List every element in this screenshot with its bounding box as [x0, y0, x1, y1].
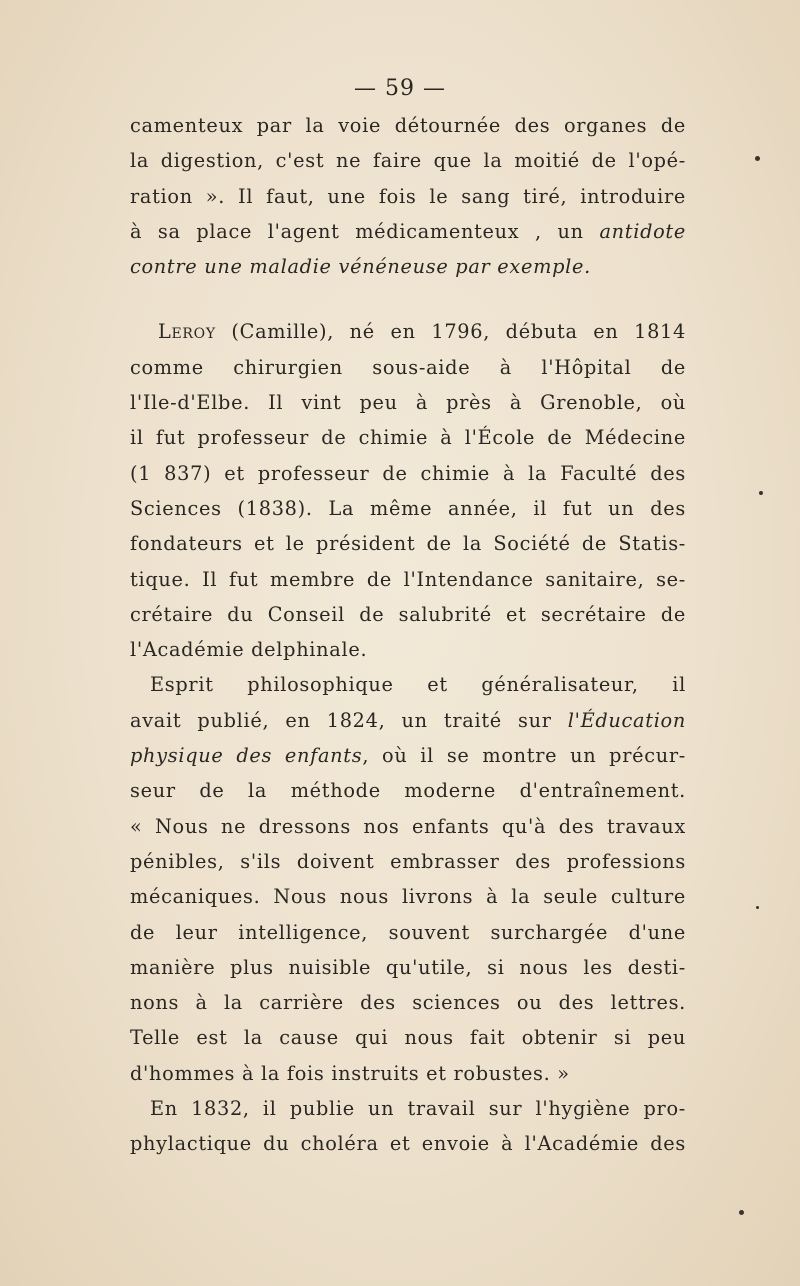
text-line: Esprit philosophique et généralisateur, il — [150, 673, 686, 697]
text-line: l'Ile-d'Elbe. Il vint peu à près à Grenoble, où — [130, 391, 686, 415]
text-line: comme chirurgien sous-aide à l'Hôpital de — [130, 355, 686, 379]
text-line: mécaniques. Nous nous livrons à la seule culture — [130, 885, 686, 909]
text-line: contre une maladie vénéneuse par exemple. — [130, 255, 591, 279]
print-speck — [739, 1210, 744, 1215]
text-line: physique des enfants, où il se montre un précur- — [130, 744, 686, 768]
text-line: (1 837) et professeur de chimie à la Faculté des — [130, 461, 686, 485]
text-line: à sa place l'agent médicamenteux , un antidote — [130, 219, 686, 243]
text-line: avait publié, en 1824, un traité sur l'Éducation — [130, 708, 686, 732]
text-line: crétaire du Conseil de salubrité et secrétaire de — [130, 602, 686, 626]
text-line: nons à la carrière des sciences ou des lettres. — [130, 991, 686, 1015]
text-line: seur de la méthode moderne d'entraînement. — [130, 779, 686, 803]
italic-term: antidote — [599, 219, 686, 243]
print-speck — [756, 906, 759, 909]
italic-title: l'Éducation — [567, 708, 686, 732]
text-line: phylactique du choléra et envoie à l'Académie des — [130, 1132, 686, 1156]
text-line: manière plus nuisible qu'utile, si nous les desti- — [130, 955, 686, 979]
text-line: d'hommes à la fois instruits et robustes. » — [130, 1061, 570, 1085]
text-line: ration ». Il faut, une fois le sang tiré, introduire — [130, 184, 686, 208]
print-speck — [759, 491, 763, 495]
text-line: tique. Il fut membre de l'Intendance sanitaire, se- — [130, 567, 686, 591]
body-text — [130, 108, 686, 1162]
surname: Leroy — [158, 320, 216, 344]
text-line: fondateurs et le président de la Société de Statis- — [130, 532, 686, 556]
text-line: il fut professeur de chimie à l'École de Médecine — [130, 426, 686, 450]
text-line: l'Académie delphinale. — [130, 638, 368, 662]
paragraph-1 — [130, 108, 686, 284]
italic-title: physique des enfants — [130, 744, 363, 768]
text-line: « Nous ne dressons nos enfants qu'à des travaux — [130, 814, 686, 838]
text-line: Leroy (Camille), né en 1796, débuta en 1814 — [158, 320, 686, 344]
paragraph-4 — [130, 1091, 686, 1162]
text-line: camenteux par la voie détournée des organes de — [130, 114, 686, 137]
text-line: de leur intelligence, souvent surchargée d'une — [130, 920, 686, 944]
page-number: — 59 — — [354, 76, 446, 101]
text-line: Sciences (1838). La même année, il fut un des — [130, 496, 686, 520]
text-line: la digestion, c'est ne faire que la moitié de l'opé- — [130, 149, 686, 173]
print-speck — [755, 156, 760, 161]
text-line: pénibles, s'ils doivent embrasser des professions — [130, 849, 686, 873]
paragraph-3 — [130, 667, 686, 1091]
text-line: Telle est la cause qui nous fait obtenir si peu — [130, 1026, 686, 1050]
text-line: En 1832, il publie un travail sur l'hygiène pro- — [150, 1097, 686, 1121]
paragraph-2 — [130, 314, 686, 667]
